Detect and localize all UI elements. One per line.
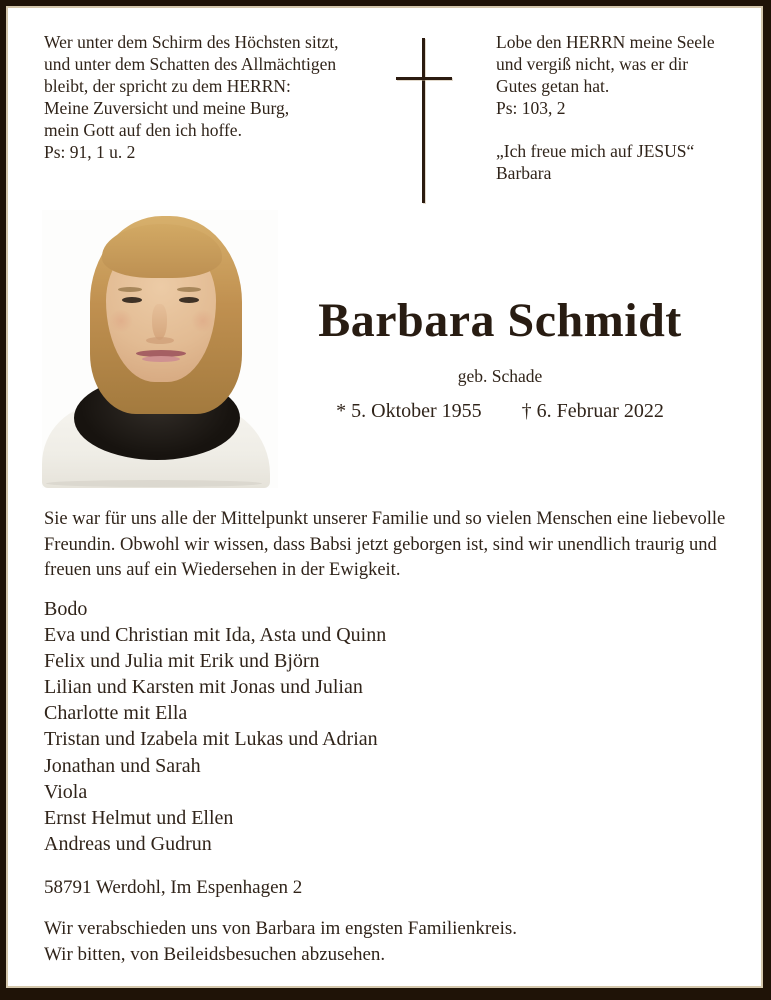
verse-right: [496, 31, 715, 184]
nose-base-shape: [146, 337, 174, 344]
cross-icon-arm: [396, 77, 452, 80]
eyebrow-right: [177, 287, 201, 292]
death-date: † 6. Februar 2022: [521, 400, 664, 422]
verse-left-line: Wer unter dem Schirm des Höchsten sitzt,: [44, 32, 339, 52]
life-dates: [278, 398, 722, 424]
mourner-line: Lilian und Karsten mit Jonas und Julian: [44, 676, 363, 699]
verse-left-line: Meine Zuversicht und meine Burg,: [44, 98, 290, 118]
mourner-line: Viola: [44, 780, 88, 803]
mourners-list: [44, 596, 386, 857]
quote-signature: Barbara: [496, 163, 552, 183]
verse-right-line: und vergiß nicht, was er dir: [496, 54, 689, 74]
nose-shape: [152, 304, 167, 340]
verse-left-line: bleibt, der spricht zu dem HERRN:: [44, 76, 291, 96]
closing-line: Wir verabschieden uns von Barbara im engsten Familienkreis.: [44, 918, 518, 939]
mourner-line: Jonathan und Sarah: [44, 754, 201, 777]
verse-left: [44, 31, 339, 163]
eyebrow-left: [118, 287, 142, 292]
closing-lines: [44, 916, 517, 968]
verse-right-line: Lobe den HERRN meine Seele: [496, 32, 715, 52]
address-line: 58791 Werdohl, Im Espenhagen 2: [44, 877, 303, 898]
quote-line: „Ich freue mich auf JESUS“: [496, 141, 695, 161]
deceased-name: Barbara Schmidt: [318, 294, 682, 347]
cheek-left: [108, 310, 134, 332]
eye-right: [179, 297, 199, 303]
verse-left-reference: Ps: 91, 1 u. 2: [44, 142, 136, 162]
verse-left-line: mein Gott auf den ich hoffe.: [44, 120, 242, 140]
eye-left: [122, 297, 142, 303]
lower-lip-shape: [142, 356, 180, 362]
portrait-photo: [42, 210, 278, 488]
maiden-name: geb. Schade: [457, 366, 543, 386]
mourner-line: Charlotte mit Ella: [44, 702, 188, 725]
birth-date: * 5. Oktober 1955: [336, 400, 482, 422]
verse-left-line: und unter dem Schatten des Allmächtigen: [44, 54, 337, 74]
photo-shadow: [46, 480, 262, 487]
closing-line: Wir bitten, von Beileidsbesuchen abzusehen.: [44, 944, 386, 965]
mourner-line: Ernst Helmut und Ellen: [44, 806, 234, 829]
verse-right-line: Gutes getan hat.: [496, 76, 610, 96]
obituary-text: Sie war für uns alle der Mittelpunkt unserer Familie und so vielen Menschen eine liebevolle Freundin. Obwohl wir wissen, dass Babsi jetzt geborgen ist, sind wir unendlich traurig und freuen uns auf ein Wiedersehen in der Ewigkeit.: [44, 509, 726, 580]
mourner-line: Felix und Julia mit Erik und Björn: [44, 650, 320, 673]
mourner-line: Andreas und Gudrun: [44, 832, 212, 855]
cross-icon: [422, 38, 425, 203]
cheek-right: [190, 310, 216, 332]
mourner-line: Eva und Christian mit Ida, Asta und Quinn: [44, 624, 387, 647]
mourner-line: Tristan und Izabela mit Lukas und Adrian: [44, 728, 378, 751]
verse-right-reference: Ps: 103, 2: [496, 98, 566, 118]
mourner-line: Bodo: [44, 598, 88, 620]
